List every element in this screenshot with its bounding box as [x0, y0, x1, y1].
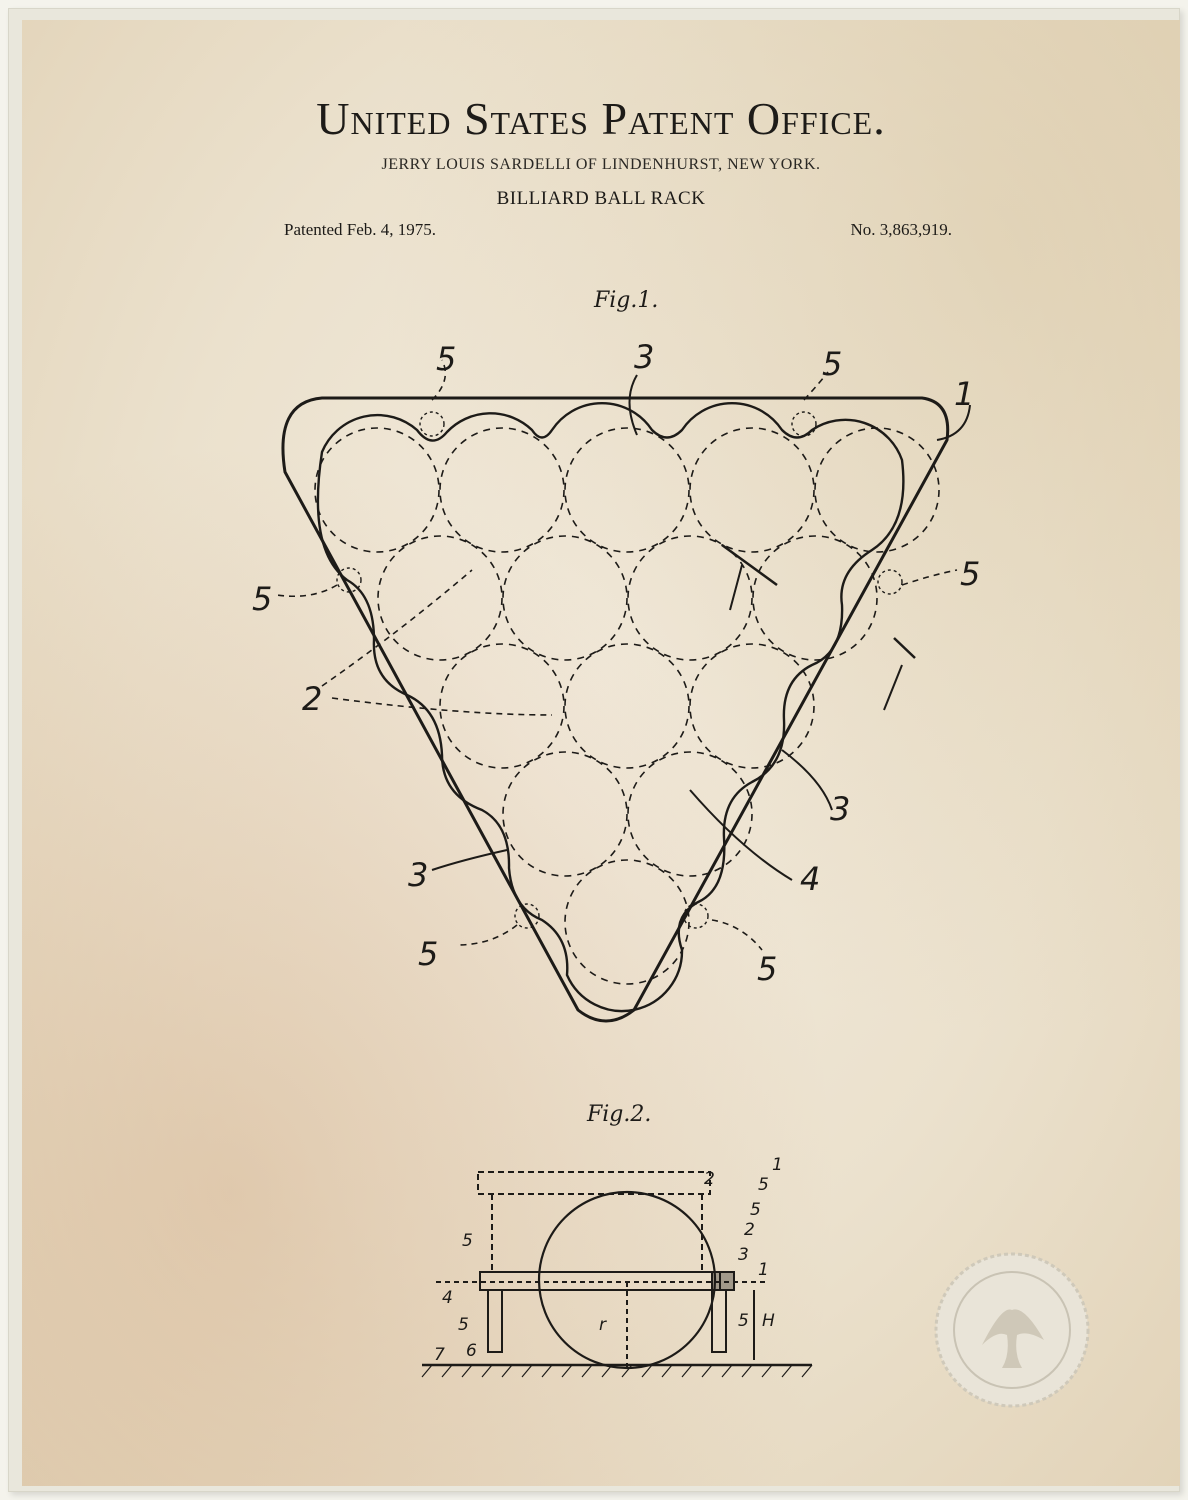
- invention-title: BILLIARD BALL RACK: [496, 188, 706, 209]
- office-title: United States Patent Office.: [316, 93, 886, 144]
- ball-side: [539, 1192, 715, 1368]
- fig2-numerals: [434, 1155, 783, 1365]
- ref-H: H: [762, 1311, 775, 1331]
- fig1-label: Fig.1.: [594, 288, 659, 313]
- ref-4: 4: [442, 1288, 453, 1308]
- inventor-line: JERRY LOUIS SARDELLI OF LINDENHURST, NEW YORK.: [381, 156, 821, 173]
- rack-top-phantom: [478, 1172, 710, 1194]
- patent-sheet: [22, 20, 1180, 1486]
- eagle-seal-icon: [932, 1250, 1092, 1410]
- ref-5: 5: [758, 1175, 769, 1195]
- ref-3: 3: [830, 790, 851, 828]
- ref-5: 5: [822, 345, 843, 383]
- ref-1: 1: [954, 375, 975, 413]
- ref-5: 5: [750, 1200, 761, 1220]
- ref-6: 6: [466, 1341, 477, 1361]
- ref-2: 2: [302, 680, 323, 718]
- ref-3: 3: [408, 856, 429, 894]
- ref-3: 3: [738, 1245, 749, 1265]
- ref-5: 5: [458, 1315, 469, 1335]
- ref-5: 5: [738, 1311, 749, 1331]
- ref-5: 5: [252, 580, 273, 618]
- patent-number: No. 3,863,919.: [850, 220, 952, 239]
- ref-5: 5: [960, 555, 981, 593]
- ref-5: 5: [418, 935, 439, 973]
- ref-4: 4: [800, 860, 821, 898]
- ref-5: 5: [757, 950, 778, 988]
- ref-3: 3: [634, 338, 655, 376]
- ref-2: 2: [744, 1220, 755, 1240]
- ref-5: 5: [462, 1231, 473, 1251]
- leg-left: [488, 1290, 502, 1352]
- ref-7: 7: [434, 1345, 445, 1365]
- ref-2: 2: [704, 1169, 715, 1189]
- leg-right: [712, 1290, 726, 1352]
- ref-5: 5: [436, 340, 457, 378]
- fig2-label: Fig.2.: [587, 1102, 652, 1127]
- frame-board: [8, 8, 1180, 1492]
- ref-1: 1: [758, 1260, 769, 1280]
- patent-date: Patented Feb. 4, 1975.: [284, 220, 437, 239]
- ref-r: r: [599, 1315, 606, 1335]
- ref-1: 1: [772, 1155, 783, 1175]
